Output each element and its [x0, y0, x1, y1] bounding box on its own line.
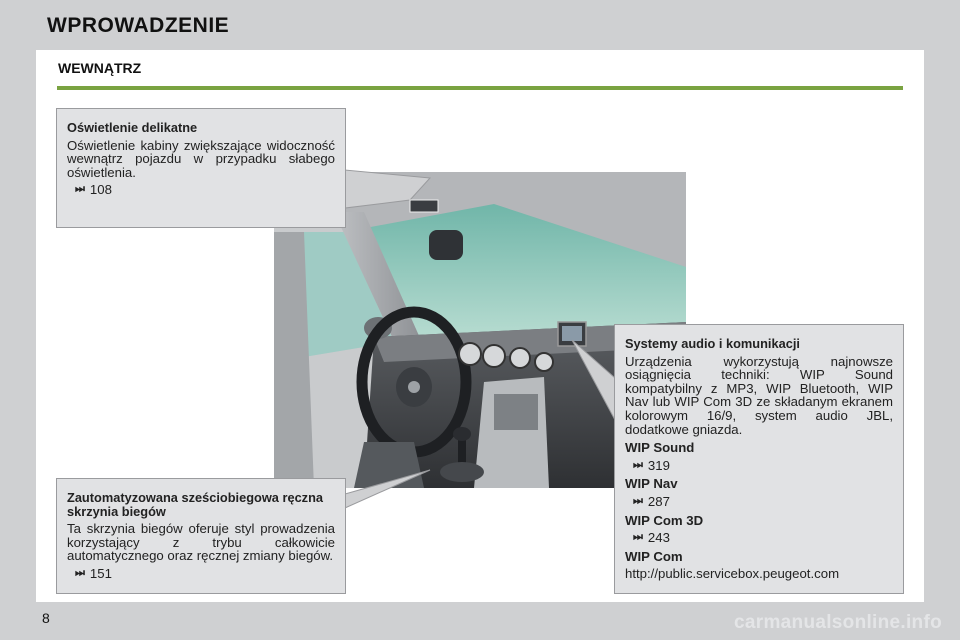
page-number: 8 — [42, 610, 50, 626]
page-reference-arrow-icon: ⏭ — [633, 458, 643, 471]
page-reference[interactable] — [625, 495, 893, 509]
callout-body: Urządzenia wykorzystują najnowsze osiągnięcia techniki: WIP Sound kompatybilny z MP3, WIP Bluetooth, WIP Nav lub WIP Com 3D ze składanym ekranem kolorowym 16/9, system audio JBL, dodatkowe gniazda. — [625, 353, 893, 437]
chapter-title: WPROWADZENIE — [47, 14, 230, 37]
page-reference-arrow-icon: ⏭ — [75, 566, 85, 579]
page-reference[interactable] — [67, 183, 335, 197]
page-reference-number: 151 — [89, 565, 112, 581]
page-reference-number: 287 — [647, 493, 670, 509]
callout-automated-gearbox — [56, 478, 346, 594]
page-reference-arrow-icon: ⏭ — [633, 531, 643, 544]
section-title: WEWNĄTRZ — [58, 60, 142, 76]
system-label-wip-com: WIP Com — [625, 548, 683, 564]
system-label-wip-nav: WIP Nav — [625, 476, 678, 492]
system-label-wip-com-3d: WIP Com 3D — [625, 512, 704, 528]
page-reference[interactable] — [625, 531, 893, 545]
page-reference-number: 108 — [89, 182, 112, 198]
system-label-wip-sound: WIP Sound — [625, 440, 695, 456]
callout-audio-systems — [614, 324, 904, 594]
page-reference-number: 243 — [647, 530, 670, 546]
callout-title: Zautomatyzowana sześciobiegowa ręczna skrzynia biegów — [67, 490, 324, 519]
page-reference[interactable] — [625, 459, 893, 473]
page-reference-number: 319 — [647, 457, 670, 473]
watermark: carmanualsonline.info — [734, 612, 942, 633]
callout-ambient-lighting — [56, 108, 346, 228]
callout-title: Oświetlenie delikatne — [67, 120, 198, 135]
servicebox-link[interactable]: http://public.servicebox.peugeot.com — [625, 566, 840, 582]
callout-body: Ta skrzynia biegów oferuje styl prowadzenia korzystający z trybu całkowicie automatycznego oraz ręcznej zmiany biegów. — [67, 521, 335, 564]
callout-body: Oświetlenie kabiny zwiększające widoczność wewnątrz pojazdu w przypadku słabego oświetlenia. — [67, 137, 335, 180]
callout-title: Systemy audio i komunikacji — [625, 336, 800, 351]
page-reference-arrow-icon: ⏭ — [633, 494, 643, 507]
page-reference-arrow-icon: ⏭ — [75, 183, 85, 196]
page-reference[interactable] — [67, 567, 335, 581]
